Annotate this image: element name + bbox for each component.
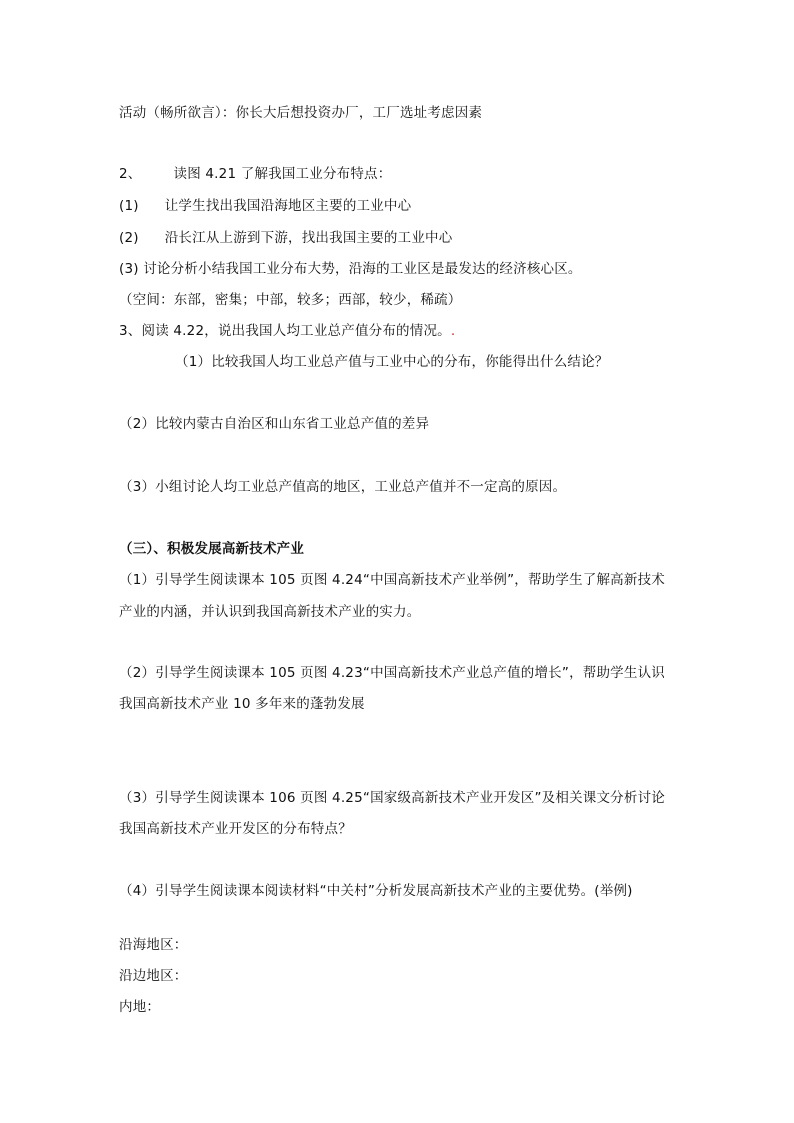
space-note-line: （空间：东部，密集；中部，较多；西部，较少，稀疏） [119, 292, 462, 308]
section-3-title: （三）、积极发展高新技术产业 [119, 541, 305, 557]
item-2-1-text: 让学生找出我国沿海地区主要的工业中心 [164, 198, 412, 214]
item-2-2-number: (2) [119, 230, 139, 246]
item-2-text: 读图 4.21 了解我国工业分布特点： [173, 166, 392, 182]
item-3-3-line: （3）小组讨论人均工业总产值高的地区，工业总产值并不一定高的原因。 [119, 479, 567, 495]
item-3-text: 3、阅读 4.22，说出我国人均工业总产值分布的情况。 [119, 323, 451, 339]
item-2-2-text: 沿长江从上游到下游，找出我国主要的工业中心 [164, 230, 453, 246]
s3-2-line-1: （2）引导学生阅读课本 105 页图 4.23“中国高新技术产业总产值的增长”，帮助学生认识 [119, 665, 665, 681]
s3-4-line: （4）引导学生阅读课本阅读材料“中关村”分析发展高新技术产业的主要优势。(举例) [119, 883, 633, 899]
inland-line: 内地： [119, 999, 161, 1015]
s3-1-line-2: 产业的内涵，并认识到我国高新技术产业的实力。 [119, 604, 421, 620]
item-3-1-line: （1）比较我国人均工业总产值与工业中心的分布，你能得出什么结论？ [175, 354, 609, 370]
item-3-line [119, 321, 455, 341]
item-3-2-line: （2）比较内蒙古自治区和山东省工业总产值的差异 [119, 416, 430, 432]
item-2-3-line: (3) 讨论分析小结我国工业分布大势，沿海的工业区是最发达的经济核心区。 [119, 261, 582, 277]
activity-line: 活动（畅所欲言）：你长大后想投资办厂，工厂选址考虑因素 [119, 105, 483, 121]
s3-1-line-1: （1）引导学生阅读课本 105 页图 4.24“中国高新技术产业举例”，帮助学生了解高新技术 [119, 572, 665, 588]
red-dot-mark: . [450, 323, 456, 339]
coastal-line: 沿海地区： [119, 937, 188, 953]
item-2-line [119, 164, 391, 184]
item-2-number: 2、 [119, 166, 142, 182]
item-2-1-number: (1) [119, 198, 139, 214]
item-2-1-line [119, 196, 411, 216]
s3-3-line-1: （3）引导学生阅读课本 106 页图 4.25“国家级高新技术产业开发区”及相关课文分析讨论 [119, 790, 665, 806]
border-line: 沿边地区： [119, 968, 188, 984]
s3-2-line-2: 我国高新技术产业 10 多年来的蓬勃发展 [119, 696, 365, 712]
s3-3-line-2: 我国高新技术产业开发区的分布特点？ [119, 821, 352, 837]
item-2-2-line [119, 228, 452, 248]
